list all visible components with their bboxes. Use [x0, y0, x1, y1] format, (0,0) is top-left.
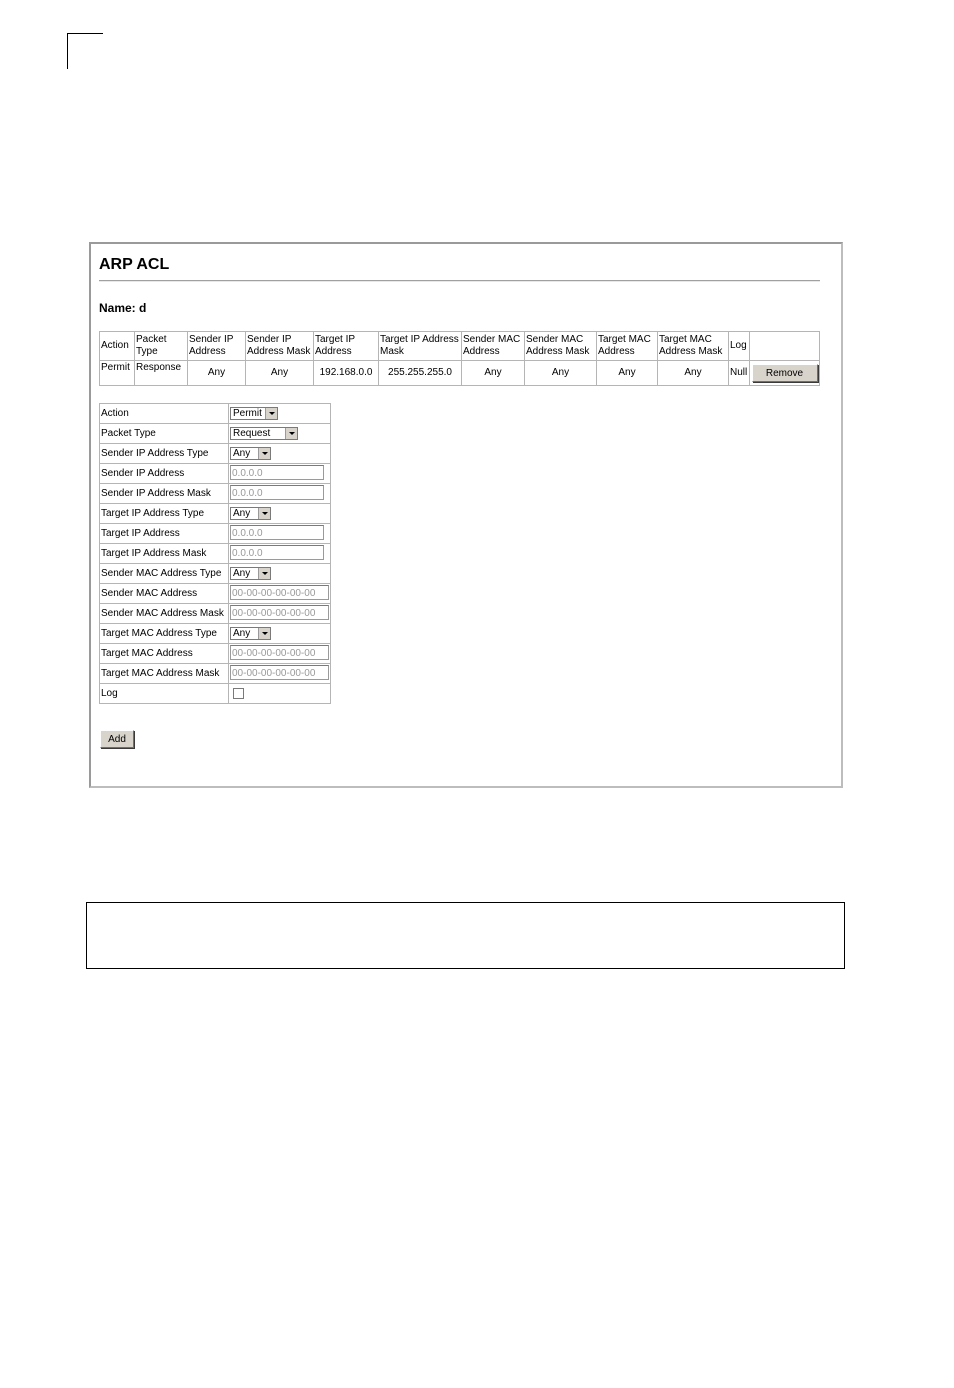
cell-sender-ip-mask: Any	[246, 361, 314, 386]
dropdown-arrow-icon	[265, 408, 277, 419]
target-ip-type-select[interactable]	[230, 507, 271, 520]
target-ip-mask-input[interactable]: 0.0.0.0	[230, 545, 324, 560]
form-control-cell	[229, 404, 331, 424]
sender-ip-mask-input[interactable]: 0.0.0.0	[230, 485, 324, 500]
cell-remove	[750, 361, 820, 386]
form-row-target-mac-mask	[100, 664, 331, 684]
form-control-cell	[229, 664, 331, 684]
target-mac-type-select-value: Any	[233, 628, 251, 639]
form-control-cell	[229, 564, 331, 584]
form-row-target-ip	[100, 524, 331, 544]
cell-sender-mac-mask: Any	[525, 361, 597, 386]
form-row-target-mac	[100, 644, 331, 664]
log-checkbox[interactable]	[233, 688, 244, 699]
form-control-cell	[229, 484, 331, 504]
sender-mac-type-select[interactable]	[230, 567, 271, 580]
action-select-value: Permit	[233, 408, 262, 419]
form-row-packet-type	[100, 424, 331, 444]
form-row-target-ip-mask	[100, 544, 331, 564]
cell-target-ip-mask: 255.255.255.0	[379, 361, 462, 386]
form-label: Target IP Address	[100, 524, 229, 544]
add-rule-form	[99, 403, 331, 704]
form-control-cell	[229, 504, 331, 524]
target-ip-type-select-value: Any	[233, 508, 251, 519]
form-label: Action	[100, 404, 229, 424]
dropdown-arrow-icon	[258, 448, 270, 459]
header-cell: Log	[729, 332, 750, 361]
form-control-cell	[229, 644, 331, 664]
form-label: Log	[100, 684, 229, 704]
arp-acl-panel	[89, 242, 843, 788]
form-row-sender-ip-type	[100, 444, 331, 464]
form-row-log	[100, 684, 331, 704]
cell-packet-type: Response	[135, 361, 188, 386]
packet-type-select[interactable]	[230, 427, 298, 440]
form-label: Target MAC Address Type	[100, 624, 229, 644]
cell-target-mac-mask: Any	[658, 361, 729, 386]
rules-table	[99, 331, 820, 386]
page-title: ARP ACL	[99, 256, 170, 273]
form-row-target-ip-type	[100, 504, 331, 524]
form-row-sender-ip-mask	[100, 484, 331, 504]
sender-mac-mask-input[interactable]: 00-00-00-00-00-00	[230, 605, 329, 620]
dropdown-arrow-icon	[258, 508, 270, 519]
form-row-sender-mac-type	[100, 564, 331, 584]
action-select[interactable]	[230, 407, 278, 420]
form-label: Sender MAC Address Mask	[100, 604, 229, 624]
remove-button[interactable]: Remove	[752, 364, 818, 382]
dropdown-arrow-icon	[258, 628, 270, 639]
header-cell: Target MAC Address	[597, 332, 658, 361]
cell-action: Permit	[100, 361, 135, 386]
form-control-cell	[229, 424, 331, 444]
sender-ip-type-select-value: Any	[233, 448, 251, 459]
form-control-cell	[229, 624, 331, 644]
form-control-cell	[229, 684, 331, 704]
header-cell: Sender IP Address Mask	[246, 332, 314, 361]
header-cell: Packet Type	[135, 332, 188, 361]
form-control-cell	[229, 524, 331, 544]
form-label: Target IP Address Type	[100, 504, 229, 524]
page-corner-mark-horizontal	[67, 33, 103, 34]
cell-target-mac: Any	[597, 361, 658, 386]
target-mac-input[interactable]: 00-00-00-00-00-00	[230, 645, 329, 660]
packet-type-select-value: Request	[233, 428, 271, 439]
form-label: Target IP Address Mask	[100, 544, 229, 564]
cell-sender-mac: Any	[462, 361, 525, 386]
target-mac-mask-input[interactable]: 00-00-00-00-00-00	[230, 665, 329, 680]
form-control-cell	[229, 444, 331, 464]
target-ip-input[interactable]: 0.0.0.0	[230, 525, 324, 540]
header-cell: Sender MAC Address	[462, 332, 525, 361]
sender-mac-type-select-value: Any	[233, 568, 251, 579]
dropdown-arrow-icon	[258, 568, 270, 579]
header-cell-empty	[750, 332, 820, 361]
add-button[interactable]: Add	[100, 730, 134, 748]
form-control-cell	[229, 464, 331, 484]
cell-log: Null	[729, 361, 750, 386]
header-cell: Action	[100, 332, 135, 361]
sender-ip-input[interactable]: 0.0.0.0	[230, 465, 324, 480]
form-label: Sender IP Address	[100, 464, 229, 484]
header-cell: Target MAC Address Mask	[658, 332, 729, 361]
table-row	[100, 361, 820, 386]
form-row-action	[100, 404, 331, 424]
form-row-sender-mac	[100, 584, 331, 604]
form-row-target-mac-type	[100, 624, 331, 644]
empty-note-box	[86, 902, 845, 969]
dropdown-arrow-icon	[285, 428, 297, 439]
header-cell: Sender MAC Address Mask	[525, 332, 597, 361]
form-row-sender-mac-mask	[100, 604, 331, 624]
form-row-sender-ip	[100, 464, 331, 484]
form-control-cell	[229, 584, 331, 604]
form-label: Sender MAC Address	[100, 584, 229, 604]
header-cell: Target IP Address Mask	[379, 332, 462, 361]
title-divider	[99, 280, 820, 282]
form-label: Sender IP Address Mask	[100, 484, 229, 504]
form-control-cell	[229, 604, 331, 624]
target-mac-type-select[interactable]	[230, 627, 271, 640]
cell-sender-ip: Any	[188, 361, 246, 386]
form-label: Packet Type	[100, 424, 229, 444]
form-label: Sender MAC Address Type	[100, 564, 229, 584]
header-cell: Sender IP Address	[188, 332, 246, 361]
page-corner-mark-vertical	[67, 33, 68, 69]
sender-mac-input[interactable]: 00-00-00-00-00-00	[230, 585, 329, 600]
acl-name-label: Name: d	[99, 301, 147, 315]
form-control-cell	[229, 544, 331, 564]
cell-target-ip: 192.168.0.0	[314, 361, 379, 386]
table-header-row	[100, 332, 820, 361]
form-label: Target MAC Address	[100, 644, 229, 664]
form-label: Sender IP Address Type	[100, 444, 229, 464]
sender-ip-type-select[interactable]	[230, 447, 271, 460]
form-label: Target MAC Address Mask	[100, 664, 229, 684]
header-cell: Target IP Address	[314, 332, 379, 361]
